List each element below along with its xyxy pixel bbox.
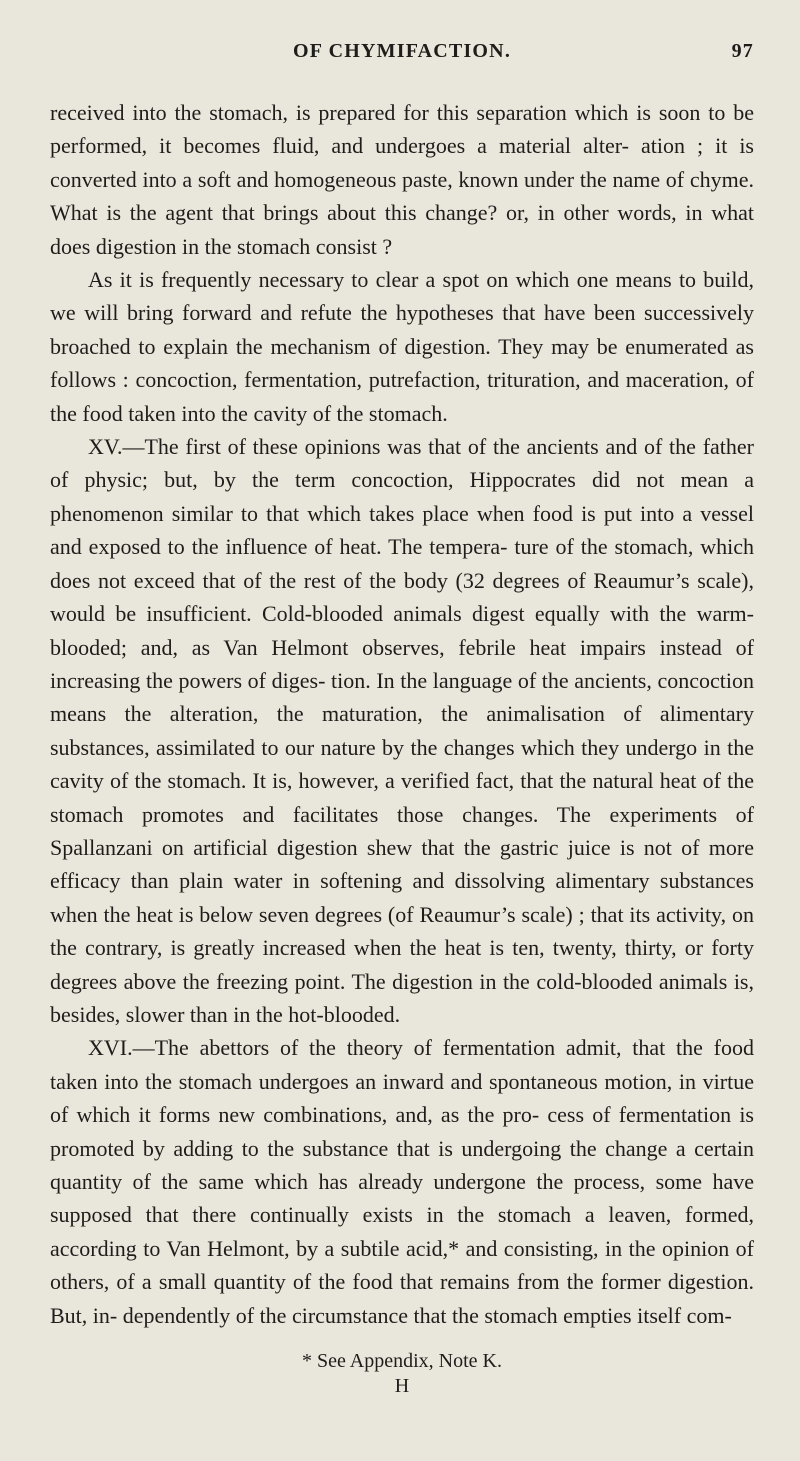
running-head [50,40,754,84]
book-page [0,40,800,1461]
body-text [50,96,754,1332]
paragraph: As it is frequently necessary to clear a spot on which one means to build, we will bring forward and refute the hypotheses that have been successively broached to explain the mechanism of digestion. They may be enumerated as follows : concoction, fermentation, putrefaction, trituration, and maceration, of the food taken into the cavity of the stomach. [50,267,754,426]
signature-mark: H [394,1375,410,1398]
paragraph: XV.—The first of these opinions was that of the ancients and of the father of physic; but, by the term concoction, Hippocrates did not mean a phenomenon similar to that which takes place when food is put into a vessel and exposed to the influence of heat. The tempera- ture of the stomach, which does not exceed that of the rest of the body (32 degrees of Reaumur’s scale), would be insufficient. Cold-blooded animals digest equally with the warm-blooded; and, as Van Helmont observes, febrile heat impairs instead of increasing the powers of diges- tion. In the language of the ancients, concoction means the alteration, the maturation, the animalisation of alimentary substances, assimilated to our nature by the changes which they undergo in the cavity of the stomach. It is, however, a verified fact, that the natural heat of the stomach promotes and facilitates those changes. The experiments of Spallanzani on artificial digestion shew that the gastric juice is not of more efficacy than plain water in softening and dissolving alimentary substances when the heat is below seven degrees (of Reaumur’s scale) ; that its activity, on the contrary, is greatly increased when the heat is ten, twenty, thirty, or forty degrees above the freezing point. The digestion in the cold-blooded animals is, besides, slower than in the hot-blooded. [50,434,754,1027]
footnote: * See Appendix, Note K. [302,1350,502,1373]
paragraph: XVI.—The abettors of the theory of fermentation admit, that the food taken into the stomach undergoes an inward and spontaneous motion, in virtue of which it forms new combinations, and, as the pro- cess of fermentation is promoted by adding to the substance that is undergoing the change a certain quantity of the same which has already undergone the process, some have supposed that there continually exists in the stomach a leaven, formed, according to Van Helmont, by a subtile acid,* and consisting, in the opinion of others, of a small quantity of the food that remains from the former digestion. But, in- dependently of the circumstance that the stomach empties itself com- [50,1035,754,1328]
page-number: 97 [731,40,754,62]
running-title: OF CHYMIFACTION. [292,40,512,62]
paragraph: received into the stomach, is prepared for this separation which is soon to be performed, it becomes fluid, and undergoes a material alter- ation ; it is converted into a soft and homogeneous paste, known under the name of chyme. What is the agent that brings about this change? or, in other words, in what does digestion in the stomach consist ? [50,100,754,259]
